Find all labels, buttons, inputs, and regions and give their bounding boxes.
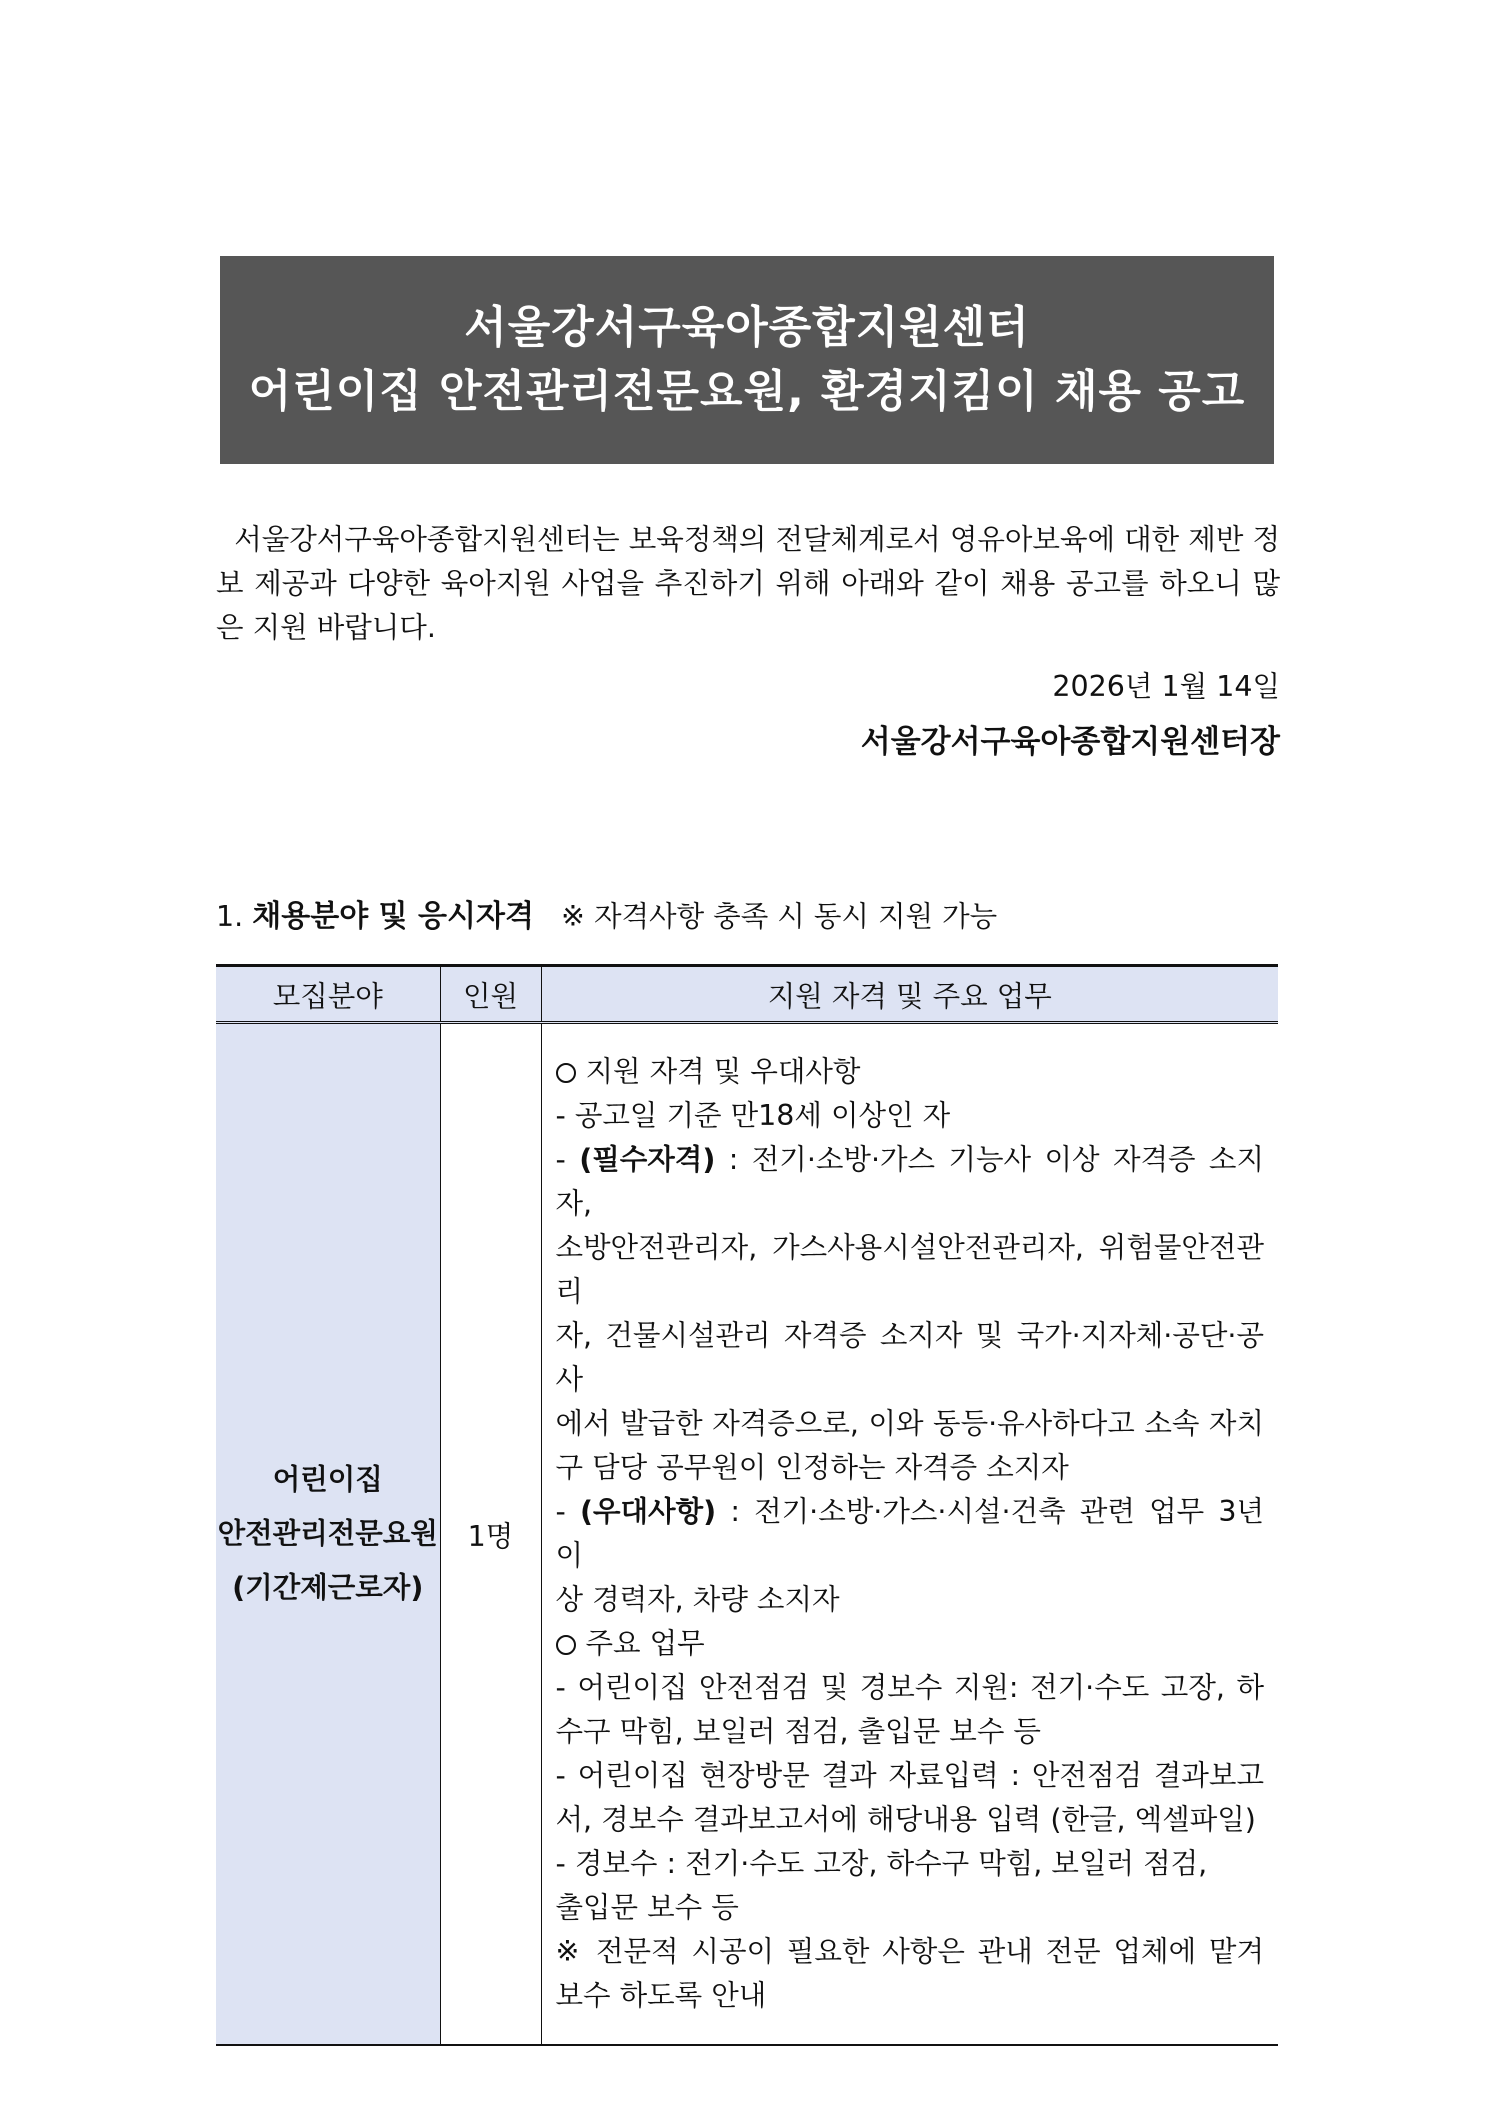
required-line: 자, 건물시설관리 자격증 소지자 및 국가·지자체·공단·공사: [555, 1319, 1264, 1396]
intro-text: 서울강서구육아종합지원센터는 보육정책의 전달체계로서 영유아보육에 대한 제반 정보 제공과 다양한 육아지원 사업을 추진하기 위해 아래와 같이 채용 공고를 하오니 많은 지원 바랍니다.: [216, 523, 1280, 644]
duty-line: 보수 하도록 안내: [555, 1979, 767, 2012]
intro-paragraph: [216, 518, 1280, 650]
age-requirement: - 공고일 기준 만18세 이상인 자: [555, 1099, 951, 1132]
section-1-heading: [216, 895, 997, 939]
duty-line: ※ 전문적 시공이 필요한 사항은 관내 전문 업체에 맡겨: [555, 1935, 1264, 1968]
duty-line: - 어린이집 안전점검 및 경보수 지원: 전기·수도 고장, 하: [555, 1671, 1264, 1704]
required-line: 에서 발급한 자격증으로, 이와 동등·유사하다고 소속 자치: [555, 1407, 1264, 1440]
duty-line: 출입문 보수 등: [555, 1891, 739, 1924]
duty-line: - 경보수 : 전기·수도 고장, 하수구 막힘, 보일러 점검,: [555, 1847, 1208, 1880]
table-row: [216, 1023, 1278, 2046]
title-line-1: 서울강서구육아종합지원센터: [464, 302, 1030, 353]
preferred-line: 상 경력자, 차량 소지자: [555, 1583, 840, 1616]
circle-bullet-icon: [556, 1635, 576, 1655]
count-cell: 1명: [440, 1023, 541, 2046]
field-line: 어린이집: [272, 1463, 383, 1496]
circle-bullet-icon: [556, 1063, 576, 1083]
table-header-row: [216, 966, 1278, 1023]
title-banner: [220, 256, 1274, 464]
required-line: 소방안전관리자, 가스사용시설안전관리자, 위험물안전관리: [555, 1231, 1264, 1308]
duty-line: - 어린이집 현장방문 결과 자료입력 : 안전점검 결과보고: [555, 1759, 1264, 1792]
section-title: 채용분야 및 응시자격: [252, 899, 534, 934]
section-note: ※ 자격사항 충족 시 동시 지원 가능: [561, 900, 998, 933]
announcement-date: 2026년 1월 14일: [1052, 670, 1280, 703]
header-field: 모집분야: [216, 966, 440, 1023]
duties-cell: [541, 1023, 1278, 2046]
preferred-line: - (우대사항) : 전기·소방·가스·시설·건축 관련 업무 3년 이: [555, 1495, 1264, 1572]
required-line: 구 담당 공무원이 인정하는 자격증 소지자: [555, 1451, 1069, 1484]
recruitment-table: [216, 964, 1278, 2046]
title-line-2: 어린이집 안전관리전문요원, 환경지킴이 채용 공고: [248, 366, 1246, 417]
qualification-heading: 지원 자격 및 우대사항: [556, 1050, 1265, 1094]
signer-name: 서울강서구육아종합지원센터장: [860, 724, 1280, 760]
section-number: 1.: [216, 900, 244, 933]
header-duties: 지원 자격 및 주요 업무: [541, 966, 1278, 1023]
duty-line: 수구 막힘, 보일러 점검, 출입문 보수 등: [555, 1715, 1041, 1748]
duties-heading: 주요 업무: [556, 1622, 1265, 1666]
header-count: 인원: [440, 966, 541, 1023]
field-line: 안전관리전문요원: [217, 1517, 438, 1550]
required-line: - (필수자격) : 전기·소방·가스 기능사 이상 자격증 소지자,: [555, 1143, 1264, 1220]
required-label: (필수자격): [579, 1143, 716, 1176]
field-cell: [216, 1023, 440, 2046]
preferred-label: (우대사항): [579, 1495, 717, 1528]
field-line: (기간제근로자): [232, 1571, 424, 1604]
duty-line: 서, 경보수 결과보고서에 해당내용 입력 (한글, 엑셀파일): [555, 1803, 1256, 1836]
